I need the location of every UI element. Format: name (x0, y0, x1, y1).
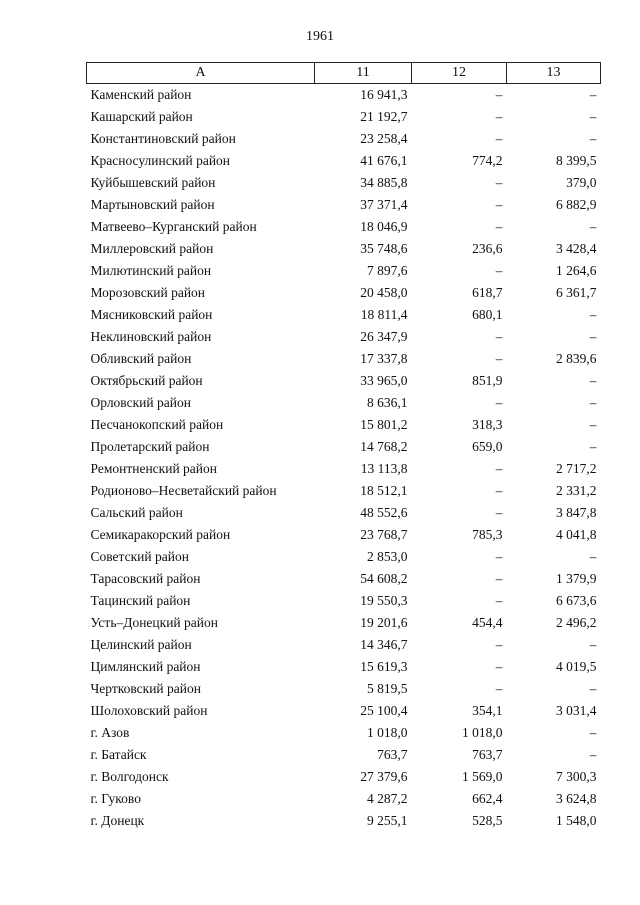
district-name-cell: Чертковский район (90, 681, 201, 696)
value-cell-col12: – (495, 109, 503, 124)
district-name-cell: Пролетарский район (90, 439, 210, 454)
table-row (87, 766, 601, 788)
value-cell-col12: 354,1 (472, 703, 503, 718)
district-name-cell: Советский район (90, 549, 189, 564)
district-name-cell: Целинский район (90, 637, 192, 652)
table-row (87, 194, 601, 216)
value-cell-col12: – (495, 175, 503, 190)
value-cell-col13: – (589, 439, 597, 454)
district-name-cell: Тацинский район (90, 593, 191, 608)
header-row (87, 63, 601, 84)
value-cell-col11: 20 458,0 (360, 285, 408, 300)
value-cell-col13: 4 019,5 (556, 659, 597, 674)
value-cell-col13: – (589, 87, 597, 102)
value-cell-col13: 2 496,2 (556, 615, 597, 630)
value-cell-col13: – (589, 219, 597, 234)
value-cell-col13: – (589, 549, 597, 564)
value-cell-col12: 659,0 (472, 439, 503, 454)
district-name-cell: Куйбышевский район (90, 175, 216, 190)
table-row (87, 502, 601, 524)
value-cell-col12: – (495, 219, 503, 234)
value-cell-col13: 3 624,8 (556, 791, 597, 806)
value-cell-col12: – (495, 681, 503, 696)
value-cell-col13: 2 331,2 (556, 483, 597, 498)
value-cell-col13: – (589, 109, 597, 124)
district-name-cell: Миллеровский район (90, 241, 214, 256)
value-cell-col12: – (495, 571, 503, 586)
value-cell-col11: 23 768,7 (360, 527, 408, 542)
value-cell-col13: 8 399,5 (556, 153, 597, 168)
value-cell-col11: 41 676,1 (360, 153, 408, 168)
column-header-12: 12 (412, 63, 507, 84)
value-cell-col12: – (495, 505, 503, 520)
district-name-cell: Шолоховский район (90, 703, 208, 718)
district-name-cell: Песчанокопский район (90, 417, 224, 432)
district-name-cell: Орловский район (90, 395, 191, 410)
district-name-cell: Обливский район (90, 351, 192, 366)
table-row (87, 414, 601, 436)
district-name-cell: Мясниковский район (90, 307, 213, 322)
value-cell-col12: 318,3 (472, 417, 503, 432)
district-name-cell: Красносулинский район (90, 153, 231, 168)
value-cell-col13: 3 428,4 (556, 241, 597, 256)
table-row (87, 612, 601, 634)
value-cell-col12: 528,5 (472, 813, 503, 828)
value-cell-col13: 6 361,7 (556, 285, 597, 300)
value-cell-col13: 2 839,6 (556, 351, 597, 366)
district-name-cell: г. Азов (90, 725, 130, 740)
value-cell-col11: 19 550,3 (360, 593, 408, 608)
value-cell-col12: – (495, 131, 503, 146)
value-cell-col13: 1 379,9 (556, 571, 597, 586)
district-name-cell: Кашарский район (90, 109, 193, 124)
value-cell-col11: 7 897,6 (367, 263, 408, 278)
table-header (87, 63, 601, 84)
value-cell-col13: 1 548,0 (556, 813, 597, 828)
value-cell-col11: 17 337,8 (360, 351, 408, 366)
value-cell-col13: 3 031,4 (556, 703, 597, 718)
value-cell-col13: 4 041,8 (556, 527, 597, 542)
value-cell-col12: 662,4 (472, 791, 503, 806)
value-cell-col12: 774,2 (472, 153, 503, 168)
district-name-cell: Октябрьский район (90, 373, 203, 388)
table-row (87, 788, 601, 810)
table-row (87, 150, 601, 172)
district-name-cell: Каменский район (90, 87, 192, 102)
table-row (87, 678, 601, 700)
table-row (87, 282, 601, 304)
value-cell-col11: 25 100,4 (360, 703, 408, 718)
value-cell-col13: – (589, 373, 597, 388)
value-cell-col13: – (589, 329, 597, 344)
table-row (87, 84, 601, 107)
column-header-11: 11 (315, 63, 412, 84)
value-cell-col11: 48 552,6 (360, 505, 408, 520)
table-row (87, 370, 601, 392)
value-cell-col11: 14 768,2 (360, 439, 408, 454)
district-name-cell: г. Волгодонск (90, 769, 169, 784)
value-cell-col13: – (589, 637, 597, 652)
value-cell-col11: 9 255,1 (367, 813, 408, 828)
value-cell-col11: 18 512,1 (360, 483, 408, 498)
table-row (87, 634, 601, 656)
table-row (87, 392, 601, 414)
district-name-cell: Сальский район (90, 505, 183, 520)
district-name-cell: Милютинский район (90, 263, 212, 278)
value-cell-col13: 7 300,3 (556, 769, 597, 784)
district-name-cell: Мартыновский район (90, 197, 215, 212)
district-name-cell: г. Донецк (90, 813, 145, 828)
value-cell-col13: 6 882,9 (556, 197, 597, 212)
district-name-cell: Тарасовский район (90, 571, 201, 586)
value-cell-col13: 1 264,6 (556, 263, 597, 278)
district-name-cell: г. Батайск (90, 747, 147, 762)
value-cell-col13: – (589, 725, 597, 740)
value-cell-col11: 1 018,0 (367, 725, 408, 740)
value-cell-col11: 16 941,3 (360, 87, 408, 102)
value-cell-col13: 3 847,8 (556, 505, 597, 520)
district-name-cell: Семикаракорский район (90, 527, 231, 542)
value-cell-col13: – (589, 307, 597, 322)
district-name-cell: Неклиновский район (90, 329, 212, 344)
table-row (87, 590, 601, 612)
value-cell-col12: – (495, 395, 503, 410)
value-cell-col11: 18 046,9 (360, 219, 408, 234)
value-cell-col11: 34 885,8 (360, 175, 408, 190)
column-header-name: А (87, 63, 315, 84)
table-row (87, 744, 601, 766)
table-row (87, 656, 601, 678)
value-cell-col11: 54 608,2 (360, 571, 408, 586)
value-cell-col12: – (495, 659, 503, 674)
table-row (87, 524, 601, 546)
table-row (87, 810, 601, 832)
value-cell-col12: – (495, 483, 503, 498)
value-cell-col11: 37 371,4 (360, 197, 408, 212)
table-row (87, 348, 601, 370)
district-name-cell: Цимлянский район (90, 659, 201, 674)
value-cell-col12: – (495, 461, 503, 476)
value-cell-col13: 2 717,2 (556, 461, 597, 476)
value-cell-col12: 1 018,0 (462, 725, 503, 740)
value-cell-col12: – (495, 329, 503, 344)
value-cell-col12: 851,9 (472, 373, 503, 388)
value-cell-col12: 236,6 (472, 241, 503, 256)
table-row (87, 260, 601, 282)
table-row (87, 216, 601, 238)
table-row (87, 568, 601, 590)
table-row (87, 238, 601, 260)
value-cell-col12: – (495, 87, 503, 102)
table-row (87, 458, 601, 480)
value-cell-col11: 27 379,6 (360, 769, 408, 784)
value-cell-col11: 763,7 (377, 747, 408, 762)
value-cell-col11: 15 619,3 (360, 659, 408, 674)
value-cell-col11: 35 748,6 (360, 241, 408, 256)
district-name-cell: Морозовский район (90, 285, 206, 300)
value-cell-col12: 763,7 (472, 747, 503, 762)
value-cell-col11: 5 819,5 (367, 681, 408, 696)
value-cell-col12: – (495, 263, 503, 278)
table-row (87, 128, 601, 150)
column-header-13: 13 (507, 63, 601, 84)
value-cell-col11: 4 287,2 (367, 791, 408, 806)
value-cell-col11: 18 811,4 (360, 307, 408, 322)
value-cell-col13: – (589, 417, 597, 432)
value-cell-col11: 8 636,1 (367, 395, 408, 410)
value-cell-col13: – (589, 681, 597, 696)
value-cell-col11: 19 201,6 (360, 615, 408, 630)
page-number: 1961 (306, 29, 334, 44)
table-row (87, 304, 601, 326)
district-name-cell: Ремонтненский район (90, 461, 217, 476)
district-name-cell: г. Гуково (90, 791, 141, 806)
value-cell-col12: 454,4 (472, 615, 503, 630)
value-cell-col12: – (495, 593, 503, 608)
value-cell-col11: 2 853,0 (367, 549, 408, 564)
value-cell-col12: – (495, 351, 503, 366)
value-cell-col11: 26 347,9 (360, 329, 408, 344)
district-name-cell: Матвеево–Курганский район (90, 219, 257, 234)
table-row (87, 546, 601, 568)
value-cell-col13: 379,0 (566, 175, 597, 190)
table-row (87, 480, 601, 502)
table-row (87, 700, 601, 722)
value-cell-col13: – (589, 747, 597, 762)
table-row (87, 436, 601, 458)
table-row (87, 326, 601, 348)
value-cell-col12: 785,3 (472, 527, 503, 542)
value-cell-col11: 33 965,0 (360, 373, 408, 388)
table-row (87, 172, 601, 194)
value-cell-col12: – (495, 197, 503, 212)
value-cell-col12: 680,1 (472, 307, 503, 322)
value-cell-col11: 13 113,8 (360, 461, 408, 476)
value-cell-col13: 6 673,6 (556, 593, 597, 608)
value-cell-col11: 14 346,7 (360, 637, 408, 652)
value-cell-col12: – (495, 637, 503, 652)
district-name-cell: Константиновский район (90, 131, 236, 146)
value-cell-col11: 15 801,2 (360, 417, 408, 432)
budget-table (86, 62, 601, 832)
district-name-cell: Усть–Донецкий район (90, 615, 218, 630)
value-cell-col11: 21 192,7 (360, 109, 408, 124)
value-cell-col13: – (589, 395, 597, 410)
district-name-cell: Родионово–Несветайский район (90, 483, 277, 498)
value-cell-col11: 23 258,4 (360, 131, 408, 146)
value-cell-col12: 1 569,0 (462, 769, 503, 784)
table-body (87, 84, 601, 833)
value-cell-col12: 618,7 (472, 285, 503, 300)
table-row (87, 722, 601, 744)
value-cell-col13: – (589, 131, 597, 146)
value-cell-col12: – (495, 549, 503, 564)
table-row (87, 106, 601, 128)
